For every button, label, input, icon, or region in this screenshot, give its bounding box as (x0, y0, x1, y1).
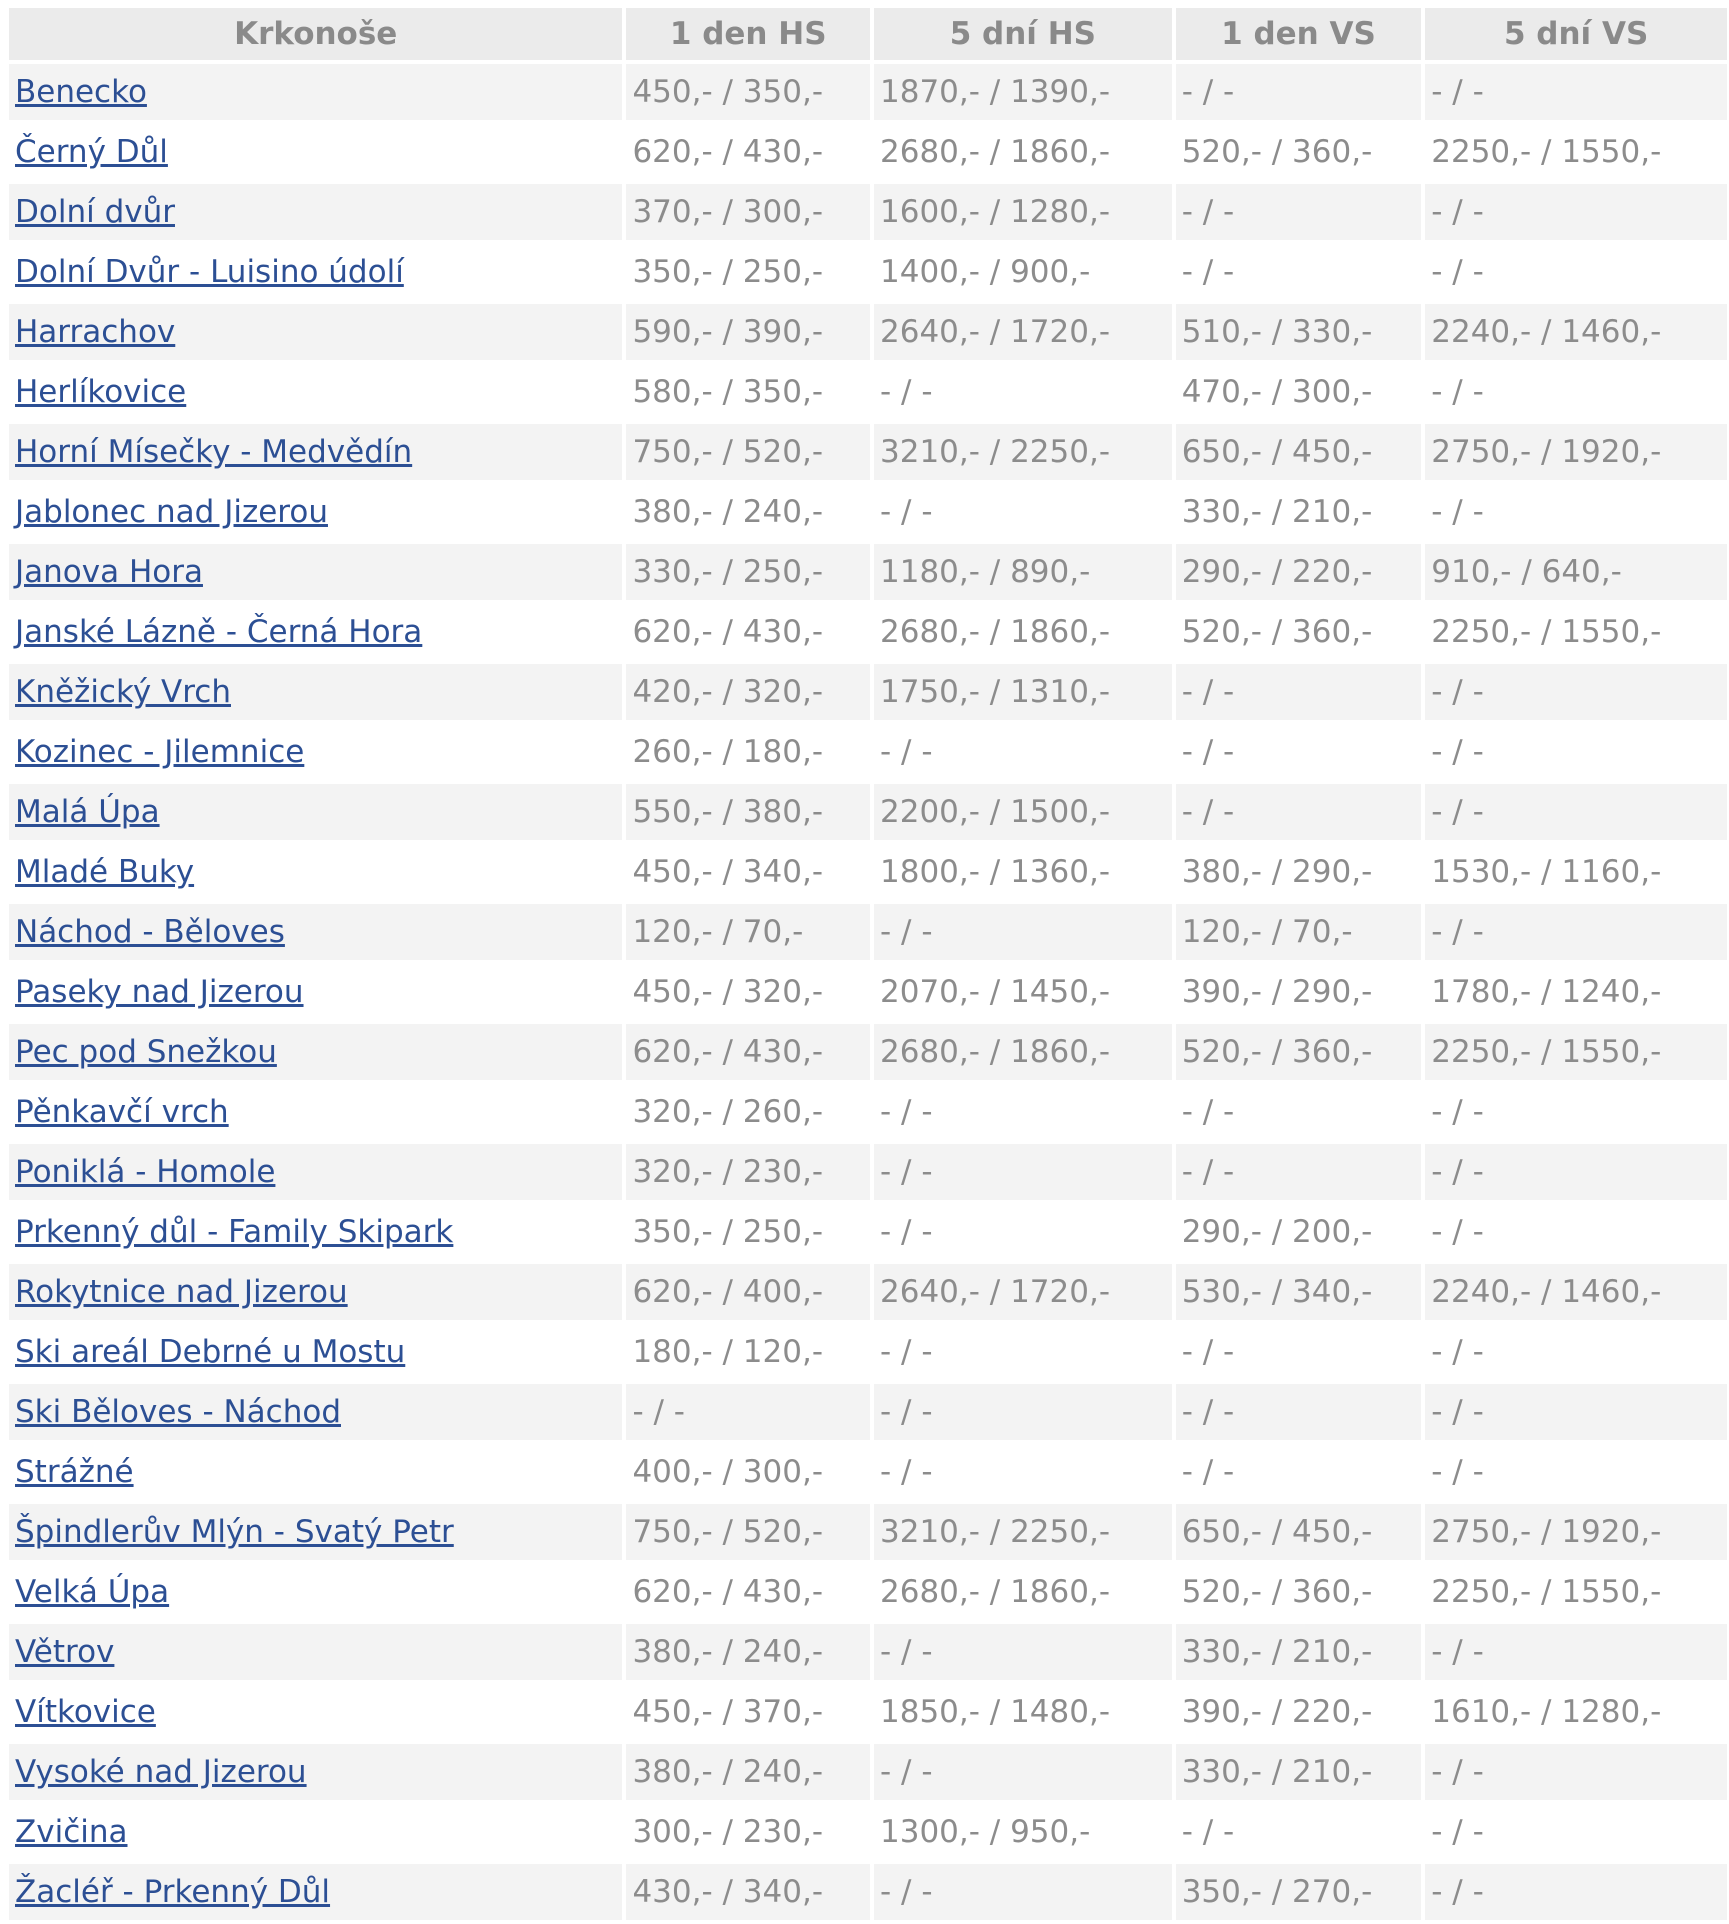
resort-name-cell (9, 64, 622, 120)
resort-name-cell (9, 424, 622, 480)
price-5-days-vs: 2240,- / 1460,- (1425, 1264, 1727, 1320)
resort-link[interactable]: Velká Úpa (15, 1574, 170, 1610)
price-1-day-vs: 520,- / 360,- (1176, 124, 1422, 180)
resort-name-cell (9, 604, 622, 660)
price-1-day-hs: 620,- / 430,- (626, 604, 870, 660)
price-table (5, 4, 1729, 1924)
price-1-day-hs: 120,- / 70,- (626, 904, 870, 960)
table-row (9, 244, 1727, 300)
price-5-days-hs: 1400,- / 900,- (874, 244, 1172, 300)
resort-link[interactable]: Pec pod Snežkou (15, 1034, 277, 1070)
resort-link[interactable]: Jablonec nad Jizerou (15, 494, 328, 530)
table-row (9, 1864, 1727, 1920)
resort-name-cell (9, 664, 622, 720)
price-1-day-hs: 320,- / 230,- (626, 1144, 870, 1200)
price-5-days-hs: 1600,- / 1280,- (874, 184, 1172, 240)
price-5-days-hs: - / - (874, 1144, 1172, 1200)
price-5-days-vs: - / - (1425, 184, 1727, 240)
resort-link[interactable]: Pěnkavčí vrch (15, 1094, 229, 1130)
resort-name-cell (9, 964, 622, 1020)
price-5-days-vs: - / - (1425, 1204, 1727, 1260)
table-header (9, 8, 1727, 60)
price-5-days-hs: - / - (874, 1744, 1172, 1800)
table-row (9, 64, 1727, 120)
resort-name-cell (9, 484, 622, 540)
table-row (9, 904, 1727, 960)
price-5-days-hs: - / - (874, 1384, 1172, 1440)
resort-link[interactable]: Strážné (15, 1454, 134, 1490)
price-5-days-hs: - / - (874, 1864, 1172, 1920)
resort-name-cell (9, 784, 622, 840)
price-5-days-vs: 2750,- / 1920,- (1425, 1504, 1727, 1560)
resort-name-cell (9, 544, 622, 600)
price-5-days-vs: - / - (1425, 1744, 1727, 1800)
price-5-days-vs: - / - (1425, 664, 1727, 720)
price-table-container (9, 8, 1727, 1920)
price-5-days-hs: 2640,- / 1720,- (874, 1264, 1172, 1320)
price-1-day-vs: 330,- / 210,- (1176, 484, 1422, 540)
table-row (9, 1624, 1727, 1680)
table-row (9, 1144, 1727, 1200)
price-1-day-hs: 620,- / 430,- (626, 1024, 870, 1080)
price-5-days-hs: - / - (874, 904, 1172, 960)
table-row (9, 544, 1727, 600)
price-1-day-vs: 330,- / 210,- (1176, 1624, 1422, 1680)
price-1-day-vs: - / - (1176, 724, 1422, 780)
price-1-day-vs: 290,- / 220,- (1176, 544, 1422, 600)
price-5-days-hs: - / - (874, 1084, 1172, 1140)
price-5-days-hs: - / - (874, 1204, 1172, 1260)
price-1-day-vs: - / - (1176, 1144, 1422, 1200)
price-1-day-hs: 260,- / 180,- (626, 724, 870, 780)
price-5-days-vs: - / - (1425, 904, 1727, 960)
resort-name-cell (9, 1324, 622, 1380)
table-body (9, 64, 1727, 1920)
resort-link[interactable]: Ski Běloves - Náchod (15, 1394, 341, 1430)
resort-link[interactable]: Černý Důl (15, 134, 168, 170)
resort-link[interactable]: Vysoké nad Jizerou (15, 1754, 307, 1790)
price-5-days-vs: - / - (1425, 1144, 1727, 1200)
price-1-day-vs: 350,- / 270,- (1176, 1864, 1422, 1920)
resort-name-cell (9, 844, 622, 900)
price-5-days-hs: 1850,- / 1480,- (874, 1684, 1172, 1740)
resort-link[interactable]: Náchod - Běloves (15, 914, 285, 950)
price-5-days-hs: 2680,- / 1860,- (874, 1564, 1172, 1620)
resort-name-cell (9, 724, 622, 780)
price-1-day-hs: 620,- / 400,- (626, 1264, 870, 1320)
price-1-day-vs: - / - (1176, 1384, 1422, 1440)
price-1-day-vs: 390,- / 290,- (1176, 964, 1422, 1020)
resort-link[interactable]: Janova Hora (15, 554, 203, 590)
price-1-day-hs: 620,- / 430,- (626, 1564, 870, 1620)
table-row (9, 484, 1727, 540)
price-5-days-vs: 2250,- / 1550,- (1425, 1564, 1727, 1620)
resort-link[interactable]: Dolní dvůr (15, 194, 175, 230)
resort-link[interactable]: Rokytnice nad Jizerou (15, 1274, 348, 1310)
column-header-5-days-hs: 5 dní HS (874, 8, 1172, 60)
price-5-days-vs: - / - (1425, 364, 1727, 420)
price-5-days-vs: 2750,- / 1920,- (1425, 424, 1727, 480)
price-5-days-hs: 2200,- / 1500,- (874, 784, 1172, 840)
resort-link[interactable]: Špindlerův Mlýn - Svatý Petr (15, 1514, 454, 1550)
price-5-days-vs: 2250,- / 1550,- (1425, 1024, 1727, 1080)
resort-name-cell (9, 1564, 622, 1620)
price-5-days-vs: - / - (1425, 1444, 1727, 1500)
price-5-days-vs: - / - (1425, 724, 1727, 780)
resort-name-cell (9, 1264, 622, 1320)
header-row (9, 8, 1727, 60)
price-1-day-hs: 550,- / 380,- (626, 784, 870, 840)
price-1-day-hs: 350,- / 250,- (626, 244, 870, 300)
price-5-days-hs: 2680,- / 1860,- (874, 124, 1172, 180)
price-5-days-vs: - / - (1425, 484, 1727, 540)
price-5-days-vs: 1610,- / 1280,- (1425, 1684, 1727, 1740)
resort-link[interactable]: Kozinec - Jilemnice (15, 734, 305, 770)
price-1-day-vs: 290,- / 200,- (1176, 1204, 1422, 1260)
resort-name-cell (9, 1504, 622, 1560)
price-1-day-vs: - / - (1176, 244, 1422, 300)
price-1-day-vs: - / - (1176, 1084, 1422, 1140)
price-1-day-hs: 420,- / 320,- (626, 664, 870, 720)
resort-name-cell (9, 1144, 622, 1200)
resort-name-cell (9, 1864, 622, 1920)
price-5-days-vs: 1780,- / 1240,- (1425, 964, 1727, 1020)
resort-name-cell (9, 304, 622, 360)
resort-name-cell (9, 1024, 622, 1080)
resort-name-cell (9, 244, 622, 300)
table-row (9, 1444, 1727, 1500)
price-1-day-vs: - / - (1176, 664, 1422, 720)
price-1-day-vs: - / - (1176, 784, 1422, 840)
resort-name-cell (9, 184, 622, 240)
price-1-day-vs: 650,- / 450,- (1176, 1504, 1422, 1560)
price-5-days-hs: 2680,- / 1860,- (874, 1024, 1172, 1080)
price-5-days-hs: 1870,- / 1390,- (874, 64, 1172, 120)
table-row (9, 1744, 1727, 1800)
price-5-days-hs: - / - (874, 1444, 1172, 1500)
table-row (9, 1504, 1727, 1560)
table-row (9, 844, 1727, 900)
price-5-days-hs: 2070,- / 1450,- (874, 964, 1172, 1020)
column-header-5-days-vs: 5 dní VS (1425, 8, 1727, 60)
price-1-day-hs: 370,- / 300,- (626, 184, 870, 240)
table-row (9, 124, 1727, 180)
table-row (9, 1264, 1727, 1320)
price-5-days-hs: 3210,- / 2250,- (874, 424, 1172, 480)
resort-link[interactable]: Malá Úpa (15, 794, 160, 830)
price-5-days-vs: 2250,- / 1550,- (1425, 124, 1727, 180)
price-1-day-hs: 350,- / 250,- (626, 1204, 870, 1260)
price-5-days-hs: 2640,- / 1720,- (874, 304, 1172, 360)
column-header-1-day-hs: 1 den HS (626, 8, 870, 60)
price-5-days-vs: - / - (1425, 1324, 1727, 1380)
table-row (9, 1804, 1727, 1860)
resort-link[interactable]: Vítkovice (15, 1694, 156, 1730)
price-1-day-vs: - / - (1176, 64, 1422, 120)
price-1-day-hs: 380,- / 240,- (626, 1744, 870, 1800)
table-row (9, 1204, 1727, 1260)
price-5-days-hs: 1180,- / 890,- (874, 544, 1172, 600)
price-1-day-vs: - / - (1176, 184, 1422, 240)
resort-link[interactable]: Benecko (15, 74, 147, 110)
price-1-day-hs: 430,- / 340,- (626, 1864, 870, 1920)
price-5-days-vs: 1530,- / 1160,- (1425, 844, 1727, 900)
price-1-day-vs: 530,- / 340,- (1176, 1264, 1422, 1320)
resort-name-cell (9, 124, 622, 180)
price-5-days-hs: - / - (874, 1324, 1172, 1380)
resort-link[interactable]: Ski areál Debrné u Mostu (15, 1334, 406, 1370)
price-5-days-hs: - / - (874, 364, 1172, 420)
price-1-day-vs: 330,- / 210,- (1176, 1744, 1422, 1800)
resort-link[interactable]: Herlíkovice (15, 374, 187, 410)
price-5-days-hs: 1300,- / 950,- (874, 1804, 1172, 1860)
price-1-day-hs: 620,- / 430,- (626, 124, 870, 180)
price-5-days-hs: - / - (874, 1624, 1172, 1680)
table-row (9, 784, 1727, 840)
resort-name-cell (9, 1084, 622, 1140)
price-1-day-vs: 520,- / 360,- (1176, 1024, 1422, 1080)
price-1-day-hs: 580,- / 350,- (626, 364, 870, 420)
price-5-days-vs: - / - (1425, 784, 1727, 840)
price-1-day-hs: 450,- / 340,- (626, 844, 870, 900)
resort-name-cell (9, 1744, 622, 1800)
resort-link[interactable]: Žacléř - Prkenný Důl (15, 1874, 331, 1910)
resort-link[interactable]: Dolní Dvůr - Luisino údolí (15, 254, 404, 290)
table-row (9, 664, 1727, 720)
column-header-1-day-vs: 1 den VS (1176, 8, 1422, 60)
resort-link[interactable]: Kněžický Vrch (15, 674, 231, 710)
price-5-days-vs: - / - (1425, 1804, 1727, 1860)
resort-name-cell (9, 1204, 622, 1260)
table-row (9, 1564, 1727, 1620)
table-row (9, 304, 1727, 360)
price-5-days-vs: - / - (1425, 1384, 1727, 1440)
price-1-day-vs: 470,- / 300,- (1176, 364, 1422, 420)
price-1-day-hs: - / - (626, 1384, 870, 1440)
resort-name-cell (9, 1444, 622, 1500)
resort-link[interactable]: Horní Mísečky - Medvědín (15, 434, 413, 470)
price-1-day-vs: 520,- / 360,- (1176, 1564, 1422, 1620)
price-5-days-vs: - / - (1425, 244, 1727, 300)
price-1-day-vs: 520,- / 360,- (1176, 604, 1422, 660)
resort-link[interactable]: Poniklá - Homole (15, 1154, 276, 1190)
price-5-days-vs: 2240,- / 1460,- (1425, 304, 1727, 360)
price-5-days-hs: 1750,- / 1310,- (874, 664, 1172, 720)
resort-name-cell (9, 1684, 622, 1740)
price-1-day-hs: 330,- / 250,- (626, 544, 870, 600)
price-1-day-hs: 300,- / 230,- (626, 1804, 870, 1860)
table-row (9, 364, 1727, 420)
price-1-day-hs: 450,- / 320,- (626, 964, 870, 1020)
price-1-day-hs: 380,- / 240,- (626, 484, 870, 540)
resort-link[interactable]: Zvičina (15, 1814, 128, 1850)
price-5-days-hs: 3210,- / 2250,- (874, 1504, 1172, 1560)
price-1-day-vs: 120,- / 70,- (1176, 904, 1422, 960)
resort-link[interactable]: Paseky nad Jizerou (15, 974, 304, 1010)
price-1-day-hs: 320,- / 260,- (626, 1084, 870, 1140)
resort-name-cell (9, 1804, 622, 1860)
resort-link[interactable]: Mladé Buky (15, 854, 195, 890)
price-5-days-vs: - / - (1425, 1624, 1727, 1680)
table-row (9, 1084, 1727, 1140)
table-row (9, 424, 1727, 480)
table-row (9, 1384, 1727, 1440)
price-5-days-vs: 2250,- / 1550,- (1425, 604, 1727, 660)
price-5-days-hs: - / - (874, 484, 1172, 540)
resort-name-cell (9, 1384, 622, 1440)
resort-link[interactable]: Větrov (15, 1634, 115, 1670)
resort-name-cell (9, 1624, 622, 1680)
resort-link[interactable]: Prkenný důl - Family Skipark (15, 1214, 454, 1250)
price-1-day-hs: 180,- / 120,- (626, 1324, 870, 1380)
price-5-days-hs: 1800,- / 1360,- (874, 844, 1172, 900)
table-row (9, 1024, 1727, 1080)
price-5-days-hs: 2680,- / 1860,- (874, 604, 1172, 660)
price-1-day-hs: 750,- / 520,- (626, 424, 870, 480)
price-1-day-vs: - / - (1176, 1444, 1422, 1500)
table-row (9, 1684, 1727, 1740)
resort-name-cell (9, 904, 622, 960)
price-1-day-vs: - / - (1176, 1324, 1422, 1380)
price-1-day-vs: - / - (1176, 1804, 1422, 1860)
table-row (9, 1324, 1727, 1380)
resort-link[interactable]: Janské Lázně - Černá Hora (15, 614, 423, 650)
resort-name-cell (9, 364, 622, 420)
price-5-days-vs: - / - (1425, 1864, 1727, 1920)
resort-link[interactable]: Harrachov (15, 314, 176, 350)
column-header-region: Krkonoše (9, 8, 622, 60)
price-1-day-vs: 510,- / 330,- (1176, 304, 1422, 360)
price-1-day-hs: 450,- / 370,- (626, 1684, 870, 1740)
price-5-days-vs: - / - (1425, 1084, 1727, 1140)
price-1-day-hs: 400,- / 300,- (626, 1444, 870, 1500)
price-1-day-vs: 390,- / 220,- (1176, 1684, 1422, 1740)
table-row (9, 604, 1727, 660)
price-1-day-hs: 590,- / 390,- (626, 304, 870, 360)
price-5-days-vs: - / - (1425, 64, 1727, 120)
table-row (9, 184, 1727, 240)
price-1-day-hs: 450,- / 350,- (626, 64, 870, 120)
price-1-day-hs: 380,- / 240,- (626, 1624, 870, 1680)
price-1-day-vs: 380,- / 290,- (1176, 844, 1422, 900)
table-row (9, 724, 1727, 780)
price-5-days-vs: 910,- / 640,- (1425, 544, 1727, 600)
price-5-days-hs: - / - (874, 724, 1172, 780)
table-row (9, 964, 1727, 1020)
price-1-day-vs: 650,- / 450,- (1176, 424, 1422, 480)
price-1-day-hs: 750,- / 520,- (626, 1504, 870, 1560)
